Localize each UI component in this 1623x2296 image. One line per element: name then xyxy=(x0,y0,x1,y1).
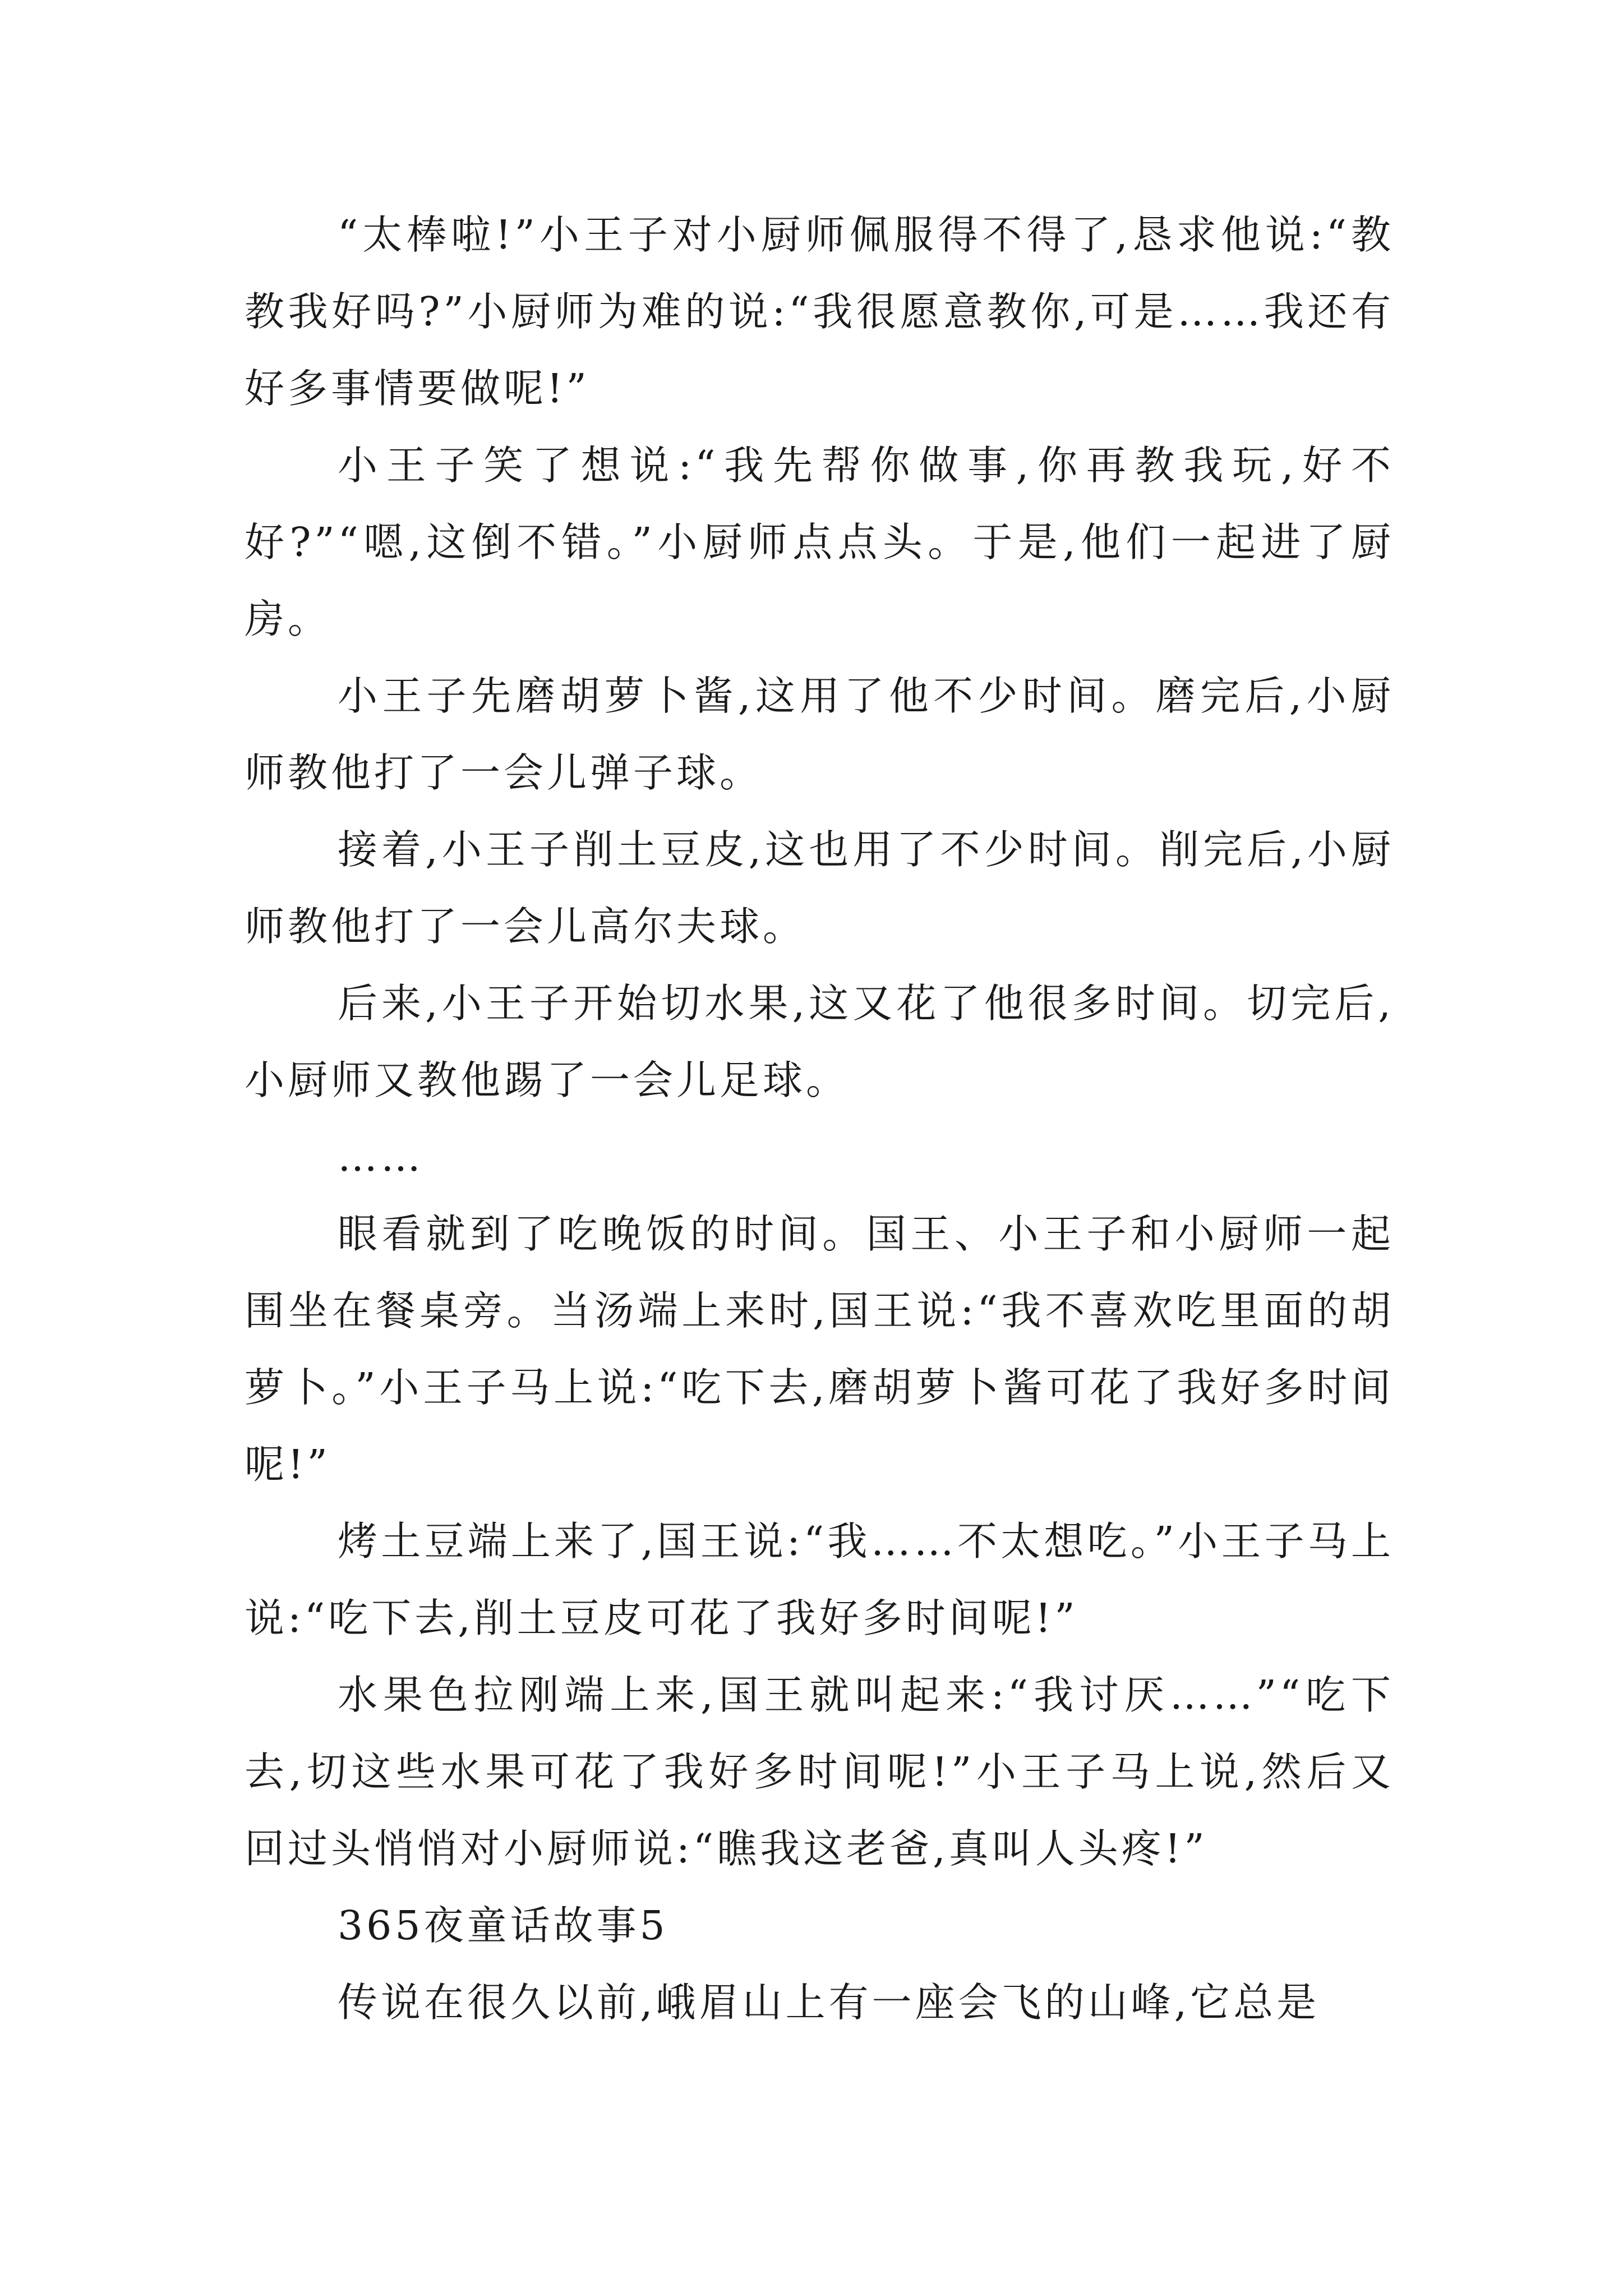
paragraph: 小王子先磨胡萝卜酱,这用了他不少时间。磨完后,小厨师教他打了一会儿弹子球。 xyxy=(245,673,1394,796)
document-body xyxy=(245,196,1394,2041)
paragraph: 水果色拉刚端上来,国王就叫起来:“我讨厌……”“吃下去,切这些水果可花了我好多时间呢!”小王子马上说,然后又回过头悄悄对小厨师说:“瞧我这老爸,真叫人头疼!” xyxy=(245,1672,1394,1872)
paragraph: “太棒啦!”小王子对小厨师佩服得不得了,恳求他说:“教教我好吗?”小厨师为难的说:“我很愿意教你,可是……我还有好多事情要做呢!” xyxy=(245,211,1394,412)
ellipsis-line: …… xyxy=(338,1134,424,1180)
paragraph: 后来,小王子开始切水果,这又花了他很多时间。切完后,小厨师又教他踢了一会儿足球。 xyxy=(245,980,1394,1103)
paragraph: 小王子笑了想说:“我先帮你做事,你再教我玩,好不好?”“嗯,这倒不错。”小厨师点点头。于是,他们一起进了厨房。 xyxy=(245,442,1394,642)
paragraph: 眼看就到了吃晚饭的时间。国王、小王子和小厨师一起围坐在餐桌旁。当汤端上来时,国王说:“我不喜欢吃里面的胡萝卜。”小王子马上说:“吃下去,磨胡萝卜酱可花了我好多时间呢!” xyxy=(245,1211,1394,1488)
paragraph: 烤土豆端上来了,国王说:“我……不太想吃。”小王子马上说:“吃下去,削土豆皮可花了我好多时间呢!” xyxy=(245,1518,1394,1641)
paragraph: 接着,小王子削土豆皮,这也用了不少时间。削完后,小厨师教他打了一会儿高尔夫球。 xyxy=(245,826,1394,950)
story-heading: 365夜童话故事5 xyxy=(338,1902,668,1949)
paragraph: 传说在很久以前,峨眉山上有一座会飞的山峰,它总是 xyxy=(338,1979,1320,2026)
